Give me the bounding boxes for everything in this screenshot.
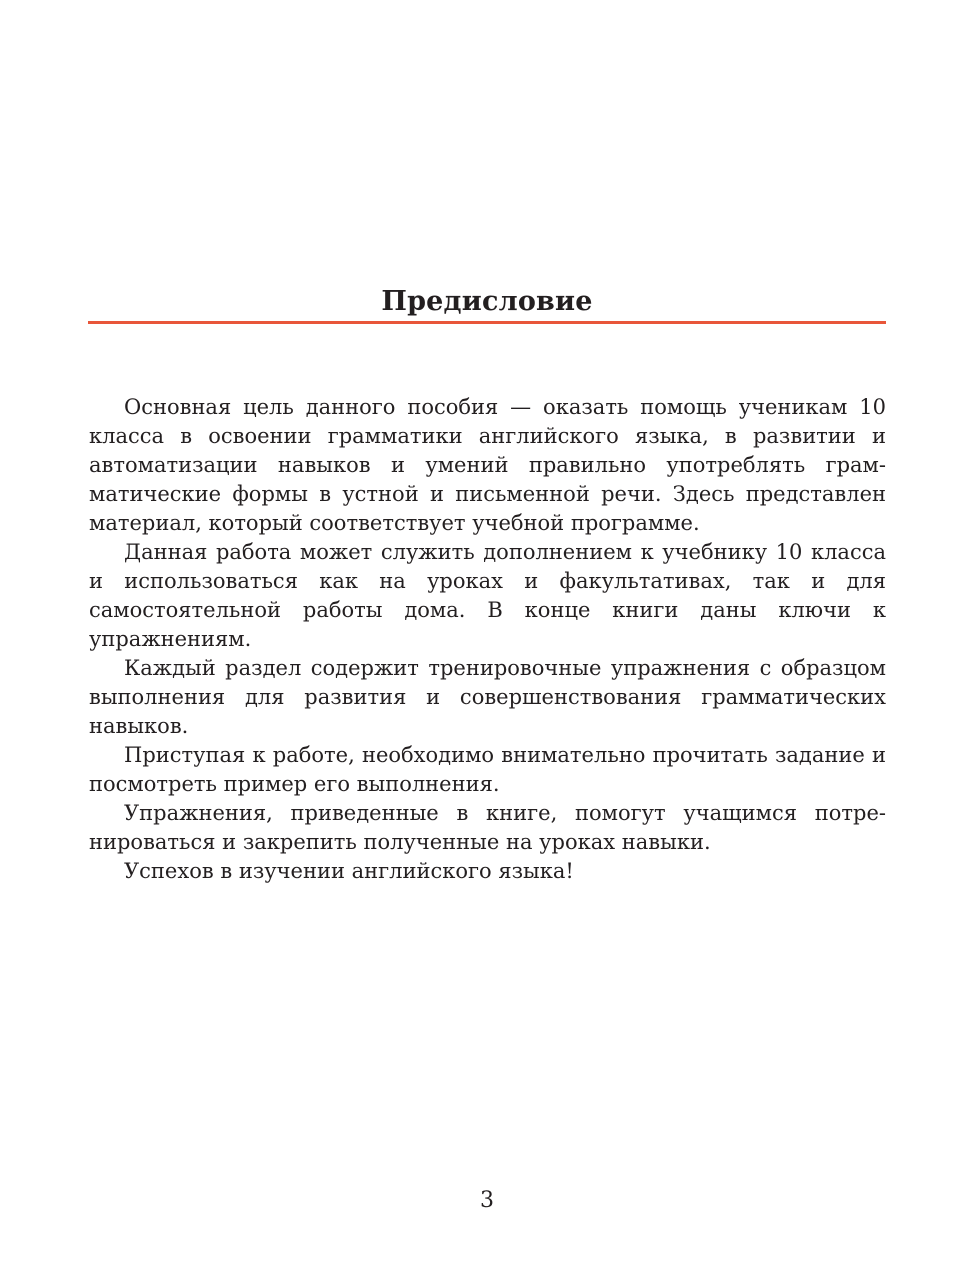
paragraph-usage: Данная работа может служить дополнением к учебнику 10 класса и использоваться как на уроках и факультативах, так и для самостоятельной работы дома. В конце книги даны ключи к упражнениям. — [89, 540, 886, 651]
paragraph-wishes: Успехов в изучении английского языка! — [124, 859, 574, 883]
page-title: Предисловие — [381, 286, 593, 317]
title-underline — [88, 321, 886, 324]
preface-body — [89, 393, 886, 886]
paragraph-benefit: Упражнения, приведенные в книге, помогут учащимся потренироваться и закрепить полученные на уроках навыки. — [89, 801, 886, 854]
page-number: 3 — [480, 1188, 494, 1213]
paragraph-purpose: Основная цель данного пособия — оказать помощь ученикам 10 класса в освоении грамматики английского языка, в развитии и автоматизации навыков и умений правильно употреблять грамматические формы в устной и письменной речи. Здесь представлен материал, который соответствует учебной программе. — [89, 395, 886, 535]
paragraph-sections: Каждый раздел содержит тренировочные упражнения с образцом выполнения для развития и совершенствования грамматических навыков. — [89, 656, 886, 738]
paragraph-instructions: Приступая к работе, необходимо внимательно прочитать задание и посмотреть пример его выполнения. — [89, 743, 886, 796]
